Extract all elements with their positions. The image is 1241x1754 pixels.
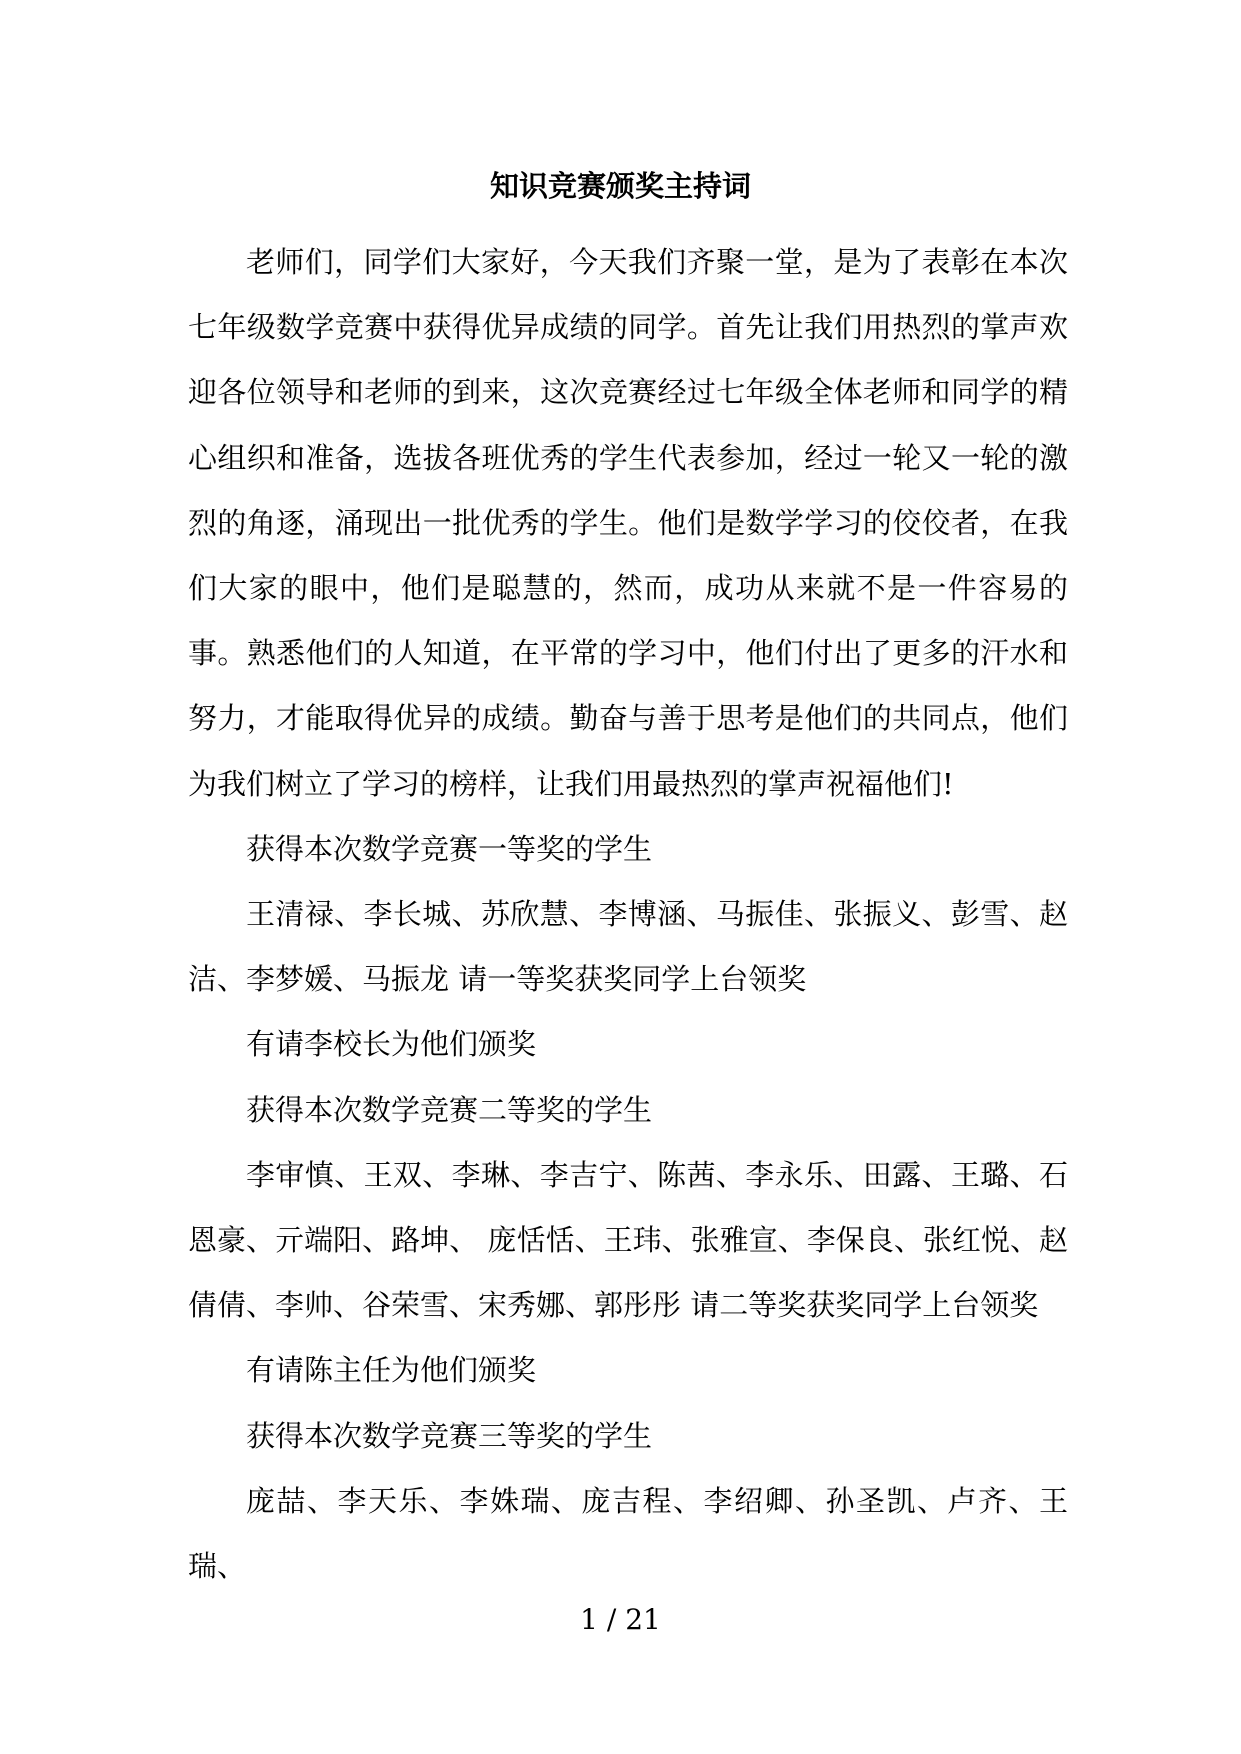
- second-prize-names: 李审慎、王双、李琳、李吉宁、陈茜、李永乐、田露、王璐、石恩豪、亓端阳、路坤、 庞恬恬、王玮、张雅宣、李保良、张红悦、赵倩倩、李帅、谷荣雪、宋秀娜、郭彤彤 请二等奖获奖同学上台领奖: [188, 1157, 1068, 1323]
- document-body: [188, 230, 1068, 1599]
- first-prize-names: 王清禄、李长城、苏欣慧、李博涵、马振佳、张振义、彭雪、赵洁、李梦媛、马振龙 请一等奖获奖同学上台领奖: [188, 897, 1068, 997]
- first-prize-presenter: 有请李校长为他们颁奖: [246, 1027, 537, 1062]
- third-prize-heading: 获得本次数学竞赛三等奖的学生: [246, 1418, 653, 1453]
- intro-paragraph: 老师们，同学们大家好，今天我们齐聚一堂，是为了表彰在本次七年级数学竞赛中获得优异成绩的同学。首先让我们用热烈的掌声欢迎各位领导和老师的到来，这次竞赛经过七年级全体老师和同学的精心组织和准备，选拔各班优秀的学生代表参加，经过一轮又一轮的激烈的角逐，涌现出一批优秀的学生。他们是数学学习的佼佼者，在我们大家的眼中，他们是聪慧的，然而，成功从来就不是一件容易的事。熟悉他们的人知道，在平常的学习中，他们付出了更多的汗水和努力，才能取得优异的成绩。勤奋与善于思考是他们的共同点，他们为我们树立了学习的榜样，让我们用最热烈的掌声祝福他们!: [188, 245, 1068, 801]
- first-prize-heading: 获得本次数学竞赛一等奖的学生: [246, 831, 653, 866]
- second-prize-heading: 获得本次数学竞赛二等奖的学生: [246, 1092, 653, 1127]
- second-prize-presenter: 有请陈主任为他们颁奖: [246, 1353, 537, 1388]
- document-title: 知识竞赛颁奖主持词: [489, 169, 751, 203]
- third-prize-names: 庞喆、李天乐、李姝瑞、庞吉程、李绍卿、孙圣凯、卢齐、王瑞、: [188, 1483, 1068, 1584]
- page-number: 1 / 21: [580, 1603, 661, 1636]
